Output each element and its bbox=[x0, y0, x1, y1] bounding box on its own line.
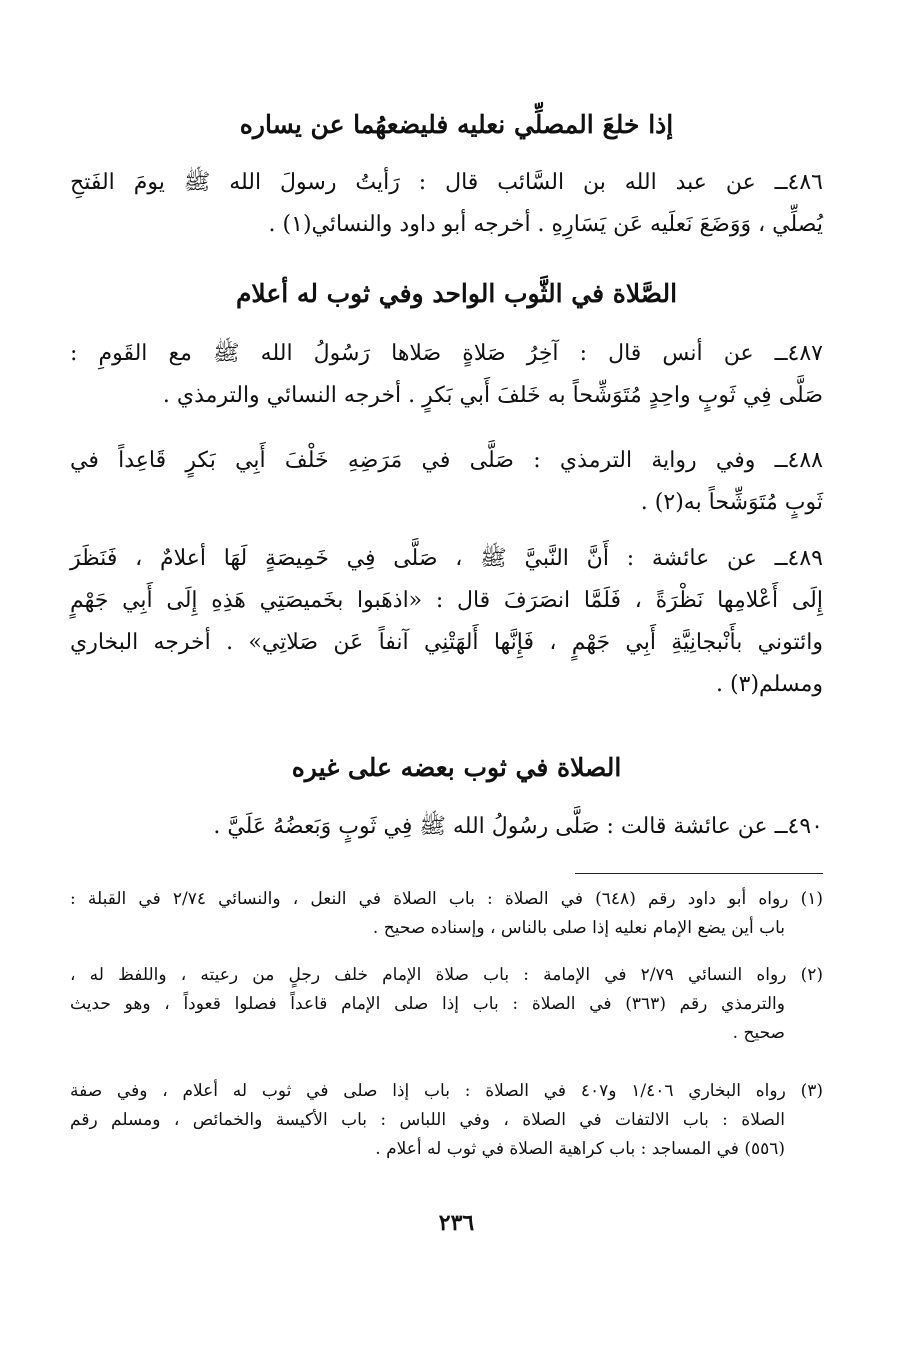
footnote-line: (٢) رواه النسائي ٢/٧٩ في الإمامة : باب صلاة الإمام خلف رجلٍ من رعيته ، واللفظ له ، bbox=[70, 965, 824, 985]
hadith-paragraph bbox=[70, 538, 823, 706]
footnote-line: (٥٥٦) في المساجد : باب كراهية الصلاة في ثوب له أعلام . bbox=[375, 1139, 785, 1159]
page-number: ٢٣٦ bbox=[438, 1210, 475, 1236]
text-line: ٤٨٧ــ عن أنس قال : آخِرُ صَلاةٍ صَلاها رَسُولُ الله ﷺ مع القَومِ : bbox=[70, 341, 823, 366]
text-line: ٤٩٠ــ عن عائشة قالت : صَلَّى رسُولُ الله ﷺ فِي ثَوبٍ وَبَعضُهُ عَلَيَّ . bbox=[213, 814, 823, 839]
hadith-paragraph bbox=[70, 333, 823, 417]
footnote bbox=[70, 1077, 823, 1164]
footnote-line: والترمذي رقم (٣٦٣) في الصلاة : باب إذا صلى الإمام قاعداً فصلوا قعوداً ، وهو حديث bbox=[70, 994, 785, 1014]
section-heading: الصلاة في ثوب بعضه على غيره bbox=[291, 753, 622, 782]
text-line: ٤٨٦ــ عن عبد الله بن السَّائب قال : رَأيتُ رسولَ الله ﷺ يومَ الفَتحِ bbox=[70, 170, 823, 195]
hadith-paragraph bbox=[70, 806, 823, 848]
hadith-paragraph bbox=[70, 162, 823, 246]
text-line: ثَوبٍ مُتَوَشِّحاً به(٢) . bbox=[640, 490, 823, 515]
text-line: ٤٨٩ــ عن عائشة : أَنَّ النَّبيَّ ﷺ ، صَلَّى فِي خَمِيصَةٍ لَهَا أعلامٌ ، فَنَظَرَ bbox=[70, 546, 823, 571]
footnote-line: (٣) رواه البخاري ١/٤٠٦ و٤٠٧ في الصلاة : باب إذا صلى في ثوب له أعلام ، وفي صفة bbox=[70, 1081, 823, 1101]
footnote-line: (١) رواه أبو داود رقم (٦٤٨) في الصلاة : باب الصلاة في النعل ، والنسائي ٢/٧٤ في القبلة : bbox=[70, 889, 823, 909]
footnote bbox=[70, 885, 823, 943]
text-line: ومسلم(٣) . bbox=[716, 672, 823, 697]
text-line: إِلَى أَعْلامِها نَظْرَةً ، فَلَمَّا انصَرَفَ قال : «اذهَبوا بخَميصَتِي هَذِهِ إِلَى أَبِي جَهْمٍ bbox=[70, 588, 823, 613]
footnote-line: الصلاة : باب الالتفات في الصلاة ، وفي اللباس : باب الأكيسة والخمائص ، ومسلم رقم bbox=[70, 1110, 785, 1130]
footnote-line: صحيح . bbox=[732, 1023, 785, 1043]
text-line: وائتوني بأَنْبجانِيَّةِ أَبِي جَهْمٍ ، فَإِنَّها أَلهَتْنِي آنفاً عَن صَلاتِي» . أخرجه البخاري bbox=[70, 630, 823, 655]
text-line: ٤٨٨ــ وفي رواية الترمذي : صَلَّى في مَرَضِهِ خَلْفَ أَبِي بَكرٍ قَاعِداً في bbox=[70, 448, 823, 473]
footnote bbox=[70, 961, 823, 1048]
section-heading: الصَّلاة في الثَّوب الواحد وفي ثوب له أعلام bbox=[235, 279, 678, 308]
hadith-paragraph bbox=[70, 440, 823, 524]
footnote-divider bbox=[575, 873, 823, 874]
section-heading: إذا خلعَ المصلِّي نعليه فليضعهُما عن يساره bbox=[239, 110, 674, 139]
text-line: يُصلِّي ، وَوَضَعَ نَعلَيه عَن يَسَارِهِ . أخرجه أبو داود والنسائي(١) . bbox=[268, 212, 823, 237]
footnote-line: باب أين يضع الإمام نعليه إذا صلى بالناس ، وإسناده صحيح . bbox=[372, 918, 785, 938]
text-line: صَلَّى فِي ثَوبٍ واحِدٍ مُتَوَشِّحاً به خَلفَ أَبي بَكرٍ . أخرجه النسائي والترمذي . bbox=[162, 383, 823, 408]
